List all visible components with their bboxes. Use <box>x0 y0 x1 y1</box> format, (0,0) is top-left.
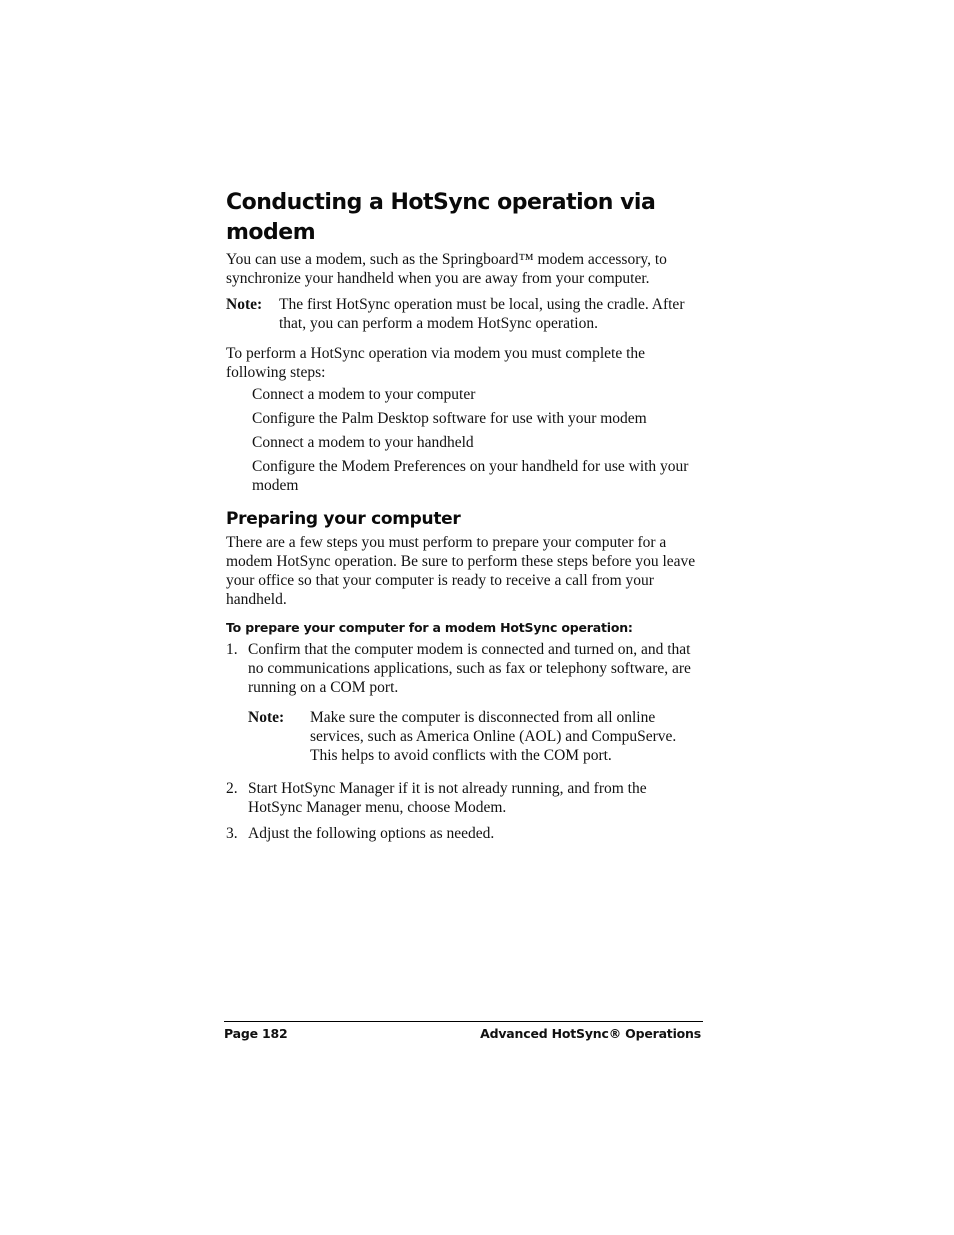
step-text: Confirm that the computer modem is connected and turned on, and that no communications applications, such as fax or telephony software, are running on a COM port. <box>248 641 691 696</box>
note-text: Make sure the computer is disconnected from all online services, such as America Online (AOL) and CompuServe. This helps to avoid conflicts with the COM port. <box>310 709 677 764</box>
section-title: Conducting a HotSync operation via modem <box>226 190 656 245</box>
list-item: Configure the Modem Preferences on your handheld for use with your modem <box>252 458 689 494</box>
step-text: Start HotSync Manager if it is not already running, and from the HotSync Manager menu, choose Modem. <box>248 780 647 816</box>
footer-rule <box>224 1021 703 1022</box>
step-number: 2. <box>226 780 238 797</box>
step-number: 1. <box>226 641 238 658</box>
chapter-title: Advanced HotSync® Operations <box>480 1026 701 1041</box>
procedure-step-3 <box>226 824 704 843</box>
procedure-step-2 <box>226 779 704 817</box>
subsection-body: There are a few steps you must perform to prepare your computer for a modem HotSync operation. Be sure to perform these steps before you leave your office so that your computer is ready to receive a call from your handheld. <box>226 534 696 608</box>
procedure-title: To prepare your computer for a modem HotSync operation: <box>226 620 633 635</box>
list-item: Configure the Palm Desktop software for use with your modem <box>252 410 647 427</box>
step-text: Adjust the following options as needed. <box>248 825 495 842</box>
step-note <box>248 708 704 765</box>
page-content <box>226 188 704 850</box>
note-text: The first HotSync operation must be local, using the cradle. After that, you can perform a modem HotSync operation. <box>279 296 685 332</box>
steps-list <box>252 385 704 495</box>
note-block <box>226 295 704 333</box>
steps-intro: To perform a HotSync operation via modem you must complete the following steps: <box>226 345 646 381</box>
note-label: Note: <box>226 296 263 313</box>
page-number: Page 182 <box>224 1026 288 1041</box>
list-item: Connect a modem to your handheld <box>252 434 474 451</box>
intro-paragraph: You can use a modem, such as the Springboard™ modem accessory, to synchronize your handheld when you are away from your computer. <box>226 251 667 287</box>
note-label: Note: <box>248 709 285 726</box>
subsection-title: Preparing your computer <box>226 509 461 529</box>
step-number: 3. <box>226 825 238 842</box>
procedure-step-1 <box>226 640 704 772</box>
list-item: Connect a modem to your computer <box>252 386 476 403</box>
